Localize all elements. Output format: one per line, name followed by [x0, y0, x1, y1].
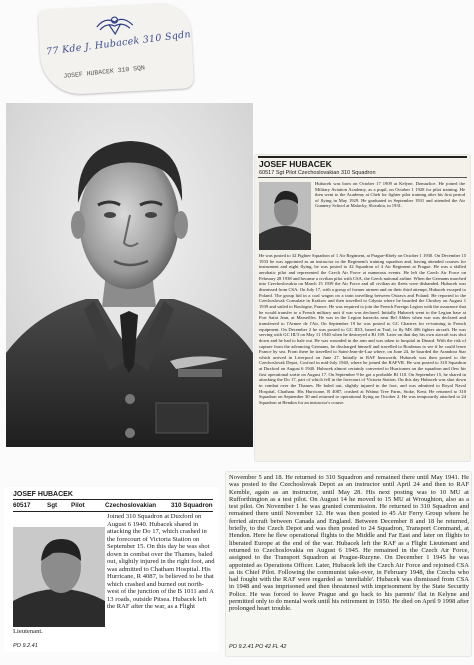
nationality: Czechoslovakian [105, 502, 157, 509]
signature-slip [38, 2, 194, 96]
clipping-reference: PO 9.2.41 PO 42 FL 42 [229, 644, 287, 650]
clipping-reference: PO 9.2.41 [13, 643, 38, 649]
continuation-clipping [226, 472, 471, 656]
handwritten-signature: 77 Kde J. Hubacek 310 Sqdn [45, 29, 192, 58]
biography-clipping [255, 155, 470, 461]
divider [13, 499, 213, 500]
bio-paragraph-1: Hubacek was born on October 17 1909 at Kelyne, Domazlice. He joined the Military Aviation Academy, as a pupil, on October 1 1928 for pilot training. He then went to the Academy at Cheb for fighter pilot training after his first period of flying in May 1929. He graduated in September 1931 and attended the Air Gunnery School at Malacky, Slovakia, in 1931. [315, 181, 465, 209]
squadron-clipping [4, 487, 219, 652]
clipping-text: Joined 310 Squadron at Duxford on August 6 1940. Hubacek shared in attacking the Do 17, which crashed in the forecourt of Victoria Station on September 15. On this day he was shot down in combat over the Thames, baled out, slightly injured in the right foot, and was admitted to Chatham Hospital. His Hurricane, R 4087, is believed to be that which crashed and burned out north-west of the junction of the B 1011 and A 13 roads, outside Pitsea. Hubacek left the RAF after the war, as a Flight [107, 513, 215, 610]
rank: Sgt [47, 502, 58, 509]
squadron: 310 Squadron [171, 502, 213, 509]
divider [258, 177, 467, 178]
clipping-name: JOSEF HUBACEK [13, 491, 73, 498]
clipping-name: JOSEF HUBACEK [259, 159, 332, 169]
header-rule [258, 156, 467, 158]
service-number: 60517 [13, 502, 31, 509]
clipping-photo [13, 527, 105, 627]
clipping-text: November 5 and 18. He returned to 310 Squadron and remained there until May 1941. He was posted to the Czechoslovak Depot as an instructor until April 24 and then to RAF Kemble, again as an instructor, until May 28. His next posting was to 10 MU at Rufforthington as a test pilot. On August 14 he moved to 15 MU at Wroughton, also as a test pilot. On November 1 he was granted commission. He returned to 310 Squadron and remained there until November 12. He was then posted to 45 Air Ferry Group where he ferried aircraft between Canada and England. Between December 8 and 18 he returned, briefly, to the Czech Depot and was then posted to 24 Squadron, Transport Command, at Hendon. Here he flew operational flights to the Middle and Far East and later on flights to liberated Europe at the end of the war. Hubacek left the RAF as a Flight Lieutenant and returned to Czechoslovakia on August 6 1945. He remained in the Czech Air Force, assigned to the Transport Squadron at Prague-Ruzyne. On December 1 1945 he was appointed as Operations Officer. Later, Hubacek left the Czech Air Force and rejoined CSA as its Chief Pilot. Following the communist take-over, in February 1948, the Czechs who had fought with the RAF were regarded as 'unreliable'. Hubacek was dismissed from CSA in 1948 and was imprisoned and then threatened with imprisonment by the State Security Police. He was forced to leave Prague and go back to his parents' flat in Kelyne and permitted only to do menial work until his retirement in 1950. He died on April 9 1998 after prolonged heart trouble. [229, 474, 469, 613]
portrait-photo [6, 103, 253, 447]
typed-name: JOSEF HUBACEK 310 SQN [63, 64, 146, 80]
clipping-tail: Lieutenant. [13, 628, 43, 635]
clipping-photo [259, 182, 311, 250]
divider [13, 511, 213, 512]
role: Pilot [71, 502, 85, 509]
bio-paragraph-2: He was posted to 32 Fighter Squadron of 1 Air Regiment, at Prague-Kbely on October 1 1930. On December 15 1933 he was appointed as an instructor in the Regiment's training squadron and, having attended courses for instrument and night flying, he was posted to 42 Squadron of 4 Air Regiment at Prague. He was a skilled aerobatic pilot and represented the Czech Air Force at numerous events. He left the Czech Air Force on February 28 1938 and became a civilian pilot with CSA, the Czech national airline. When the Germans marched into Czechoslovakia on March 15 1939 the Air Force and all civilian air fleets were disbanded. Hubacek was dismissed from CSA. On July 17, with a group of former airmen and on their third attempt, Hubacek escaped to Poland. The group hid in a coal wagon on a train travelling between Ostrava and Poland. He reported to the Czechoslovak Consulate in Krakow and then travelled to Gdynia where he boarded the Chrobry on August 1 1939 and sailed to Boulogne, France. He was required to join the French Foreign Legion with the assurance that he would transfer to a French military unit if war was declared. Initially Hubacek went to the Legion base at Fort Saint Jean, at Marseilles. He was in the Legion barracks near Bel Abbes when war was declared and transferred to l'Armee de l'Air. On September 19 he was posted to GC Chartres for re-training to French equipment. On December 2 he was posted to GC III/3, based at Toul, to fly MS 406 fighter aircraft. He was serving with GC III/3 on May 11 1940 when he destroyed a Bf 109. Later on that day his own aircraft was shot down and he had to bale out. He was wounded in the arm and was taken to hospital in Dinard. With the risk of capture from the advancing Germans, he discharged himself and travelled to Bordeaux to see if he could leave France by sea. From there he travelled to Saint-Jean-de-Luz where, on June 24, he boarded the Arandora Star which arrived in Liverpool on June 27. Initially in RAF Innsworth, Hubacek was then posted to the Czechoslovak Depot, Cosford in mid-July 1940, where he joined the RAFVR. He was posted to 310 Squadron at Duxford on August 6 1940. Hubacek almost certainly converted to Hurricanes on the squadron and flew his first operational sortie on August 17. On September 9 he got a probable Bf 110. On September 15, he shared in attacking the Do 17, part of which fell in the forecourt of Victoria Station. On this day Hubacek was shot down in combat over the Thames. He baled out, slightly injured in the foot, and was admitted to Royal Naval Hospital, Chatham. His Hurricane, R 4087, crashed at Walnut Tree Farm, Stoke, Kent. He returned to 310 Squadron on September 30 and returned to operational flying on October 2. He was temporarily attached to 24 Squadron at Hendon for an instructor's course. [259, 253, 466, 406]
clipping-subline: 60517 Sgt Pilot Czechoslovakian 310 Squadron [259, 170, 376, 176]
